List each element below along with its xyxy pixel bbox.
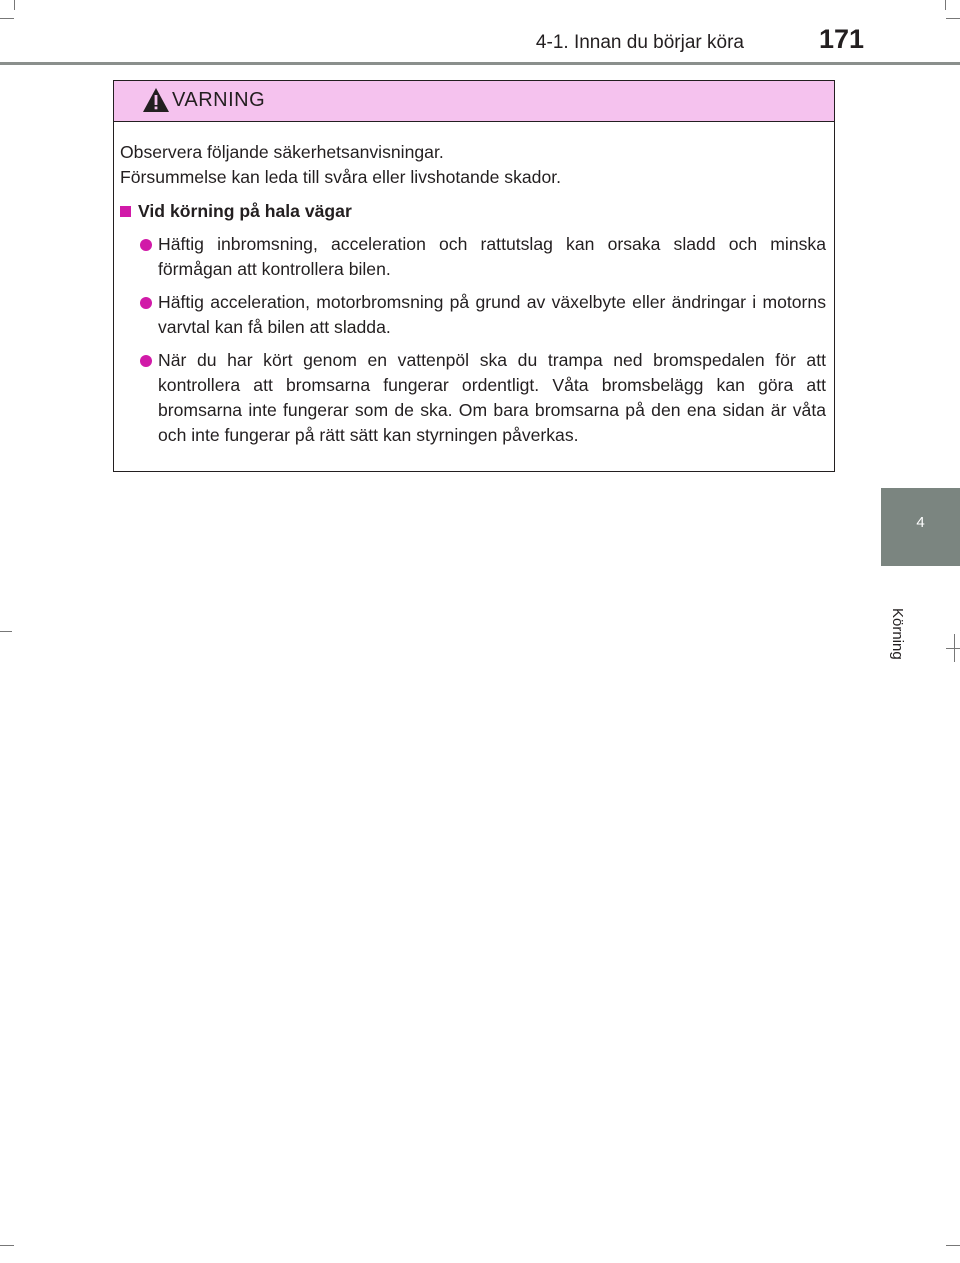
square-bullet-icon <box>120 206 131 217</box>
section-title: 4-1. Innan du börjar köra <box>535 32 744 53</box>
warning-item-text: När du har kört genom en vattenpöl ska du trampa ned bromspedalen för att kontrollera att bromsarna fungerar ordentligt. Våta bromsbelägg kan göra att bromsarna inte fungerar som de ska. Om bara bromsarna på den ena sidan är våta och inte fungerar på rätt sätt kan styrningen påverkas. <box>158 350 826 445</box>
warning-item-text: Häftig inbromsning, acceleration och rattutslag kan orsaka sladd och minska förmågan att kontrollera bilen. <box>158 234 826 279</box>
crop-mark <box>0 18 14 19</box>
warning-item <box>120 232 826 282</box>
crop-mark <box>946 18 960 19</box>
subheading-text: Vid körning på hala vägar <box>138 201 352 221</box>
dot-bullet-icon <box>140 239 152 251</box>
page-number: 171 <box>818 24 864 54</box>
warning-subheading <box>120 199 826 224</box>
crop-mark <box>954 634 955 662</box>
warning-item <box>120 290 826 340</box>
crop-mark <box>946 1245 960 1246</box>
intro-line: Försummelse kan leda till svåra eller livshotande skador. <box>120 167 562 187</box>
chapter-number: 4 <box>916 514 925 531</box>
chapter-label <box>884 608 920 660</box>
warning-icon <box>142 87 170 113</box>
chapter-label-text: Körning <box>889 608 906 660</box>
warning-body <box>114 122 834 448</box>
header-rule <box>0 62 960 65</box>
warning-item <box>120 348 826 448</box>
warning-title: VARNING <box>172 89 266 111</box>
crop-mark <box>14 0 15 10</box>
chapter-tab <box>881 488 960 566</box>
warning-item-text: Häftig acceleration, motorbromsning på grund av växelbyte eller ändringar i motorns varvtal kan få bilen att sladda. <box>158 292 826 337</box>
intro-line: Observera följande säkerhetsanvisningar. <box>120 142 444 162</box>
warning-intro <box>120 140 826 190</box>
crop-mark <box>0 1245 14 1246</box>
warning-header <box>114 81 834 122</box>
dot-bullet-icon <box>140 355 152 367</box>
dot-bullet-icon <box>140 297 152 309</box>
crop-mark <box>945 0 946 10</box>
crop-mark <box>946 648 960 649</box>
crop-mark <box>0 631 12 632</box>
warning-box <box>113 80 835 472</box>
